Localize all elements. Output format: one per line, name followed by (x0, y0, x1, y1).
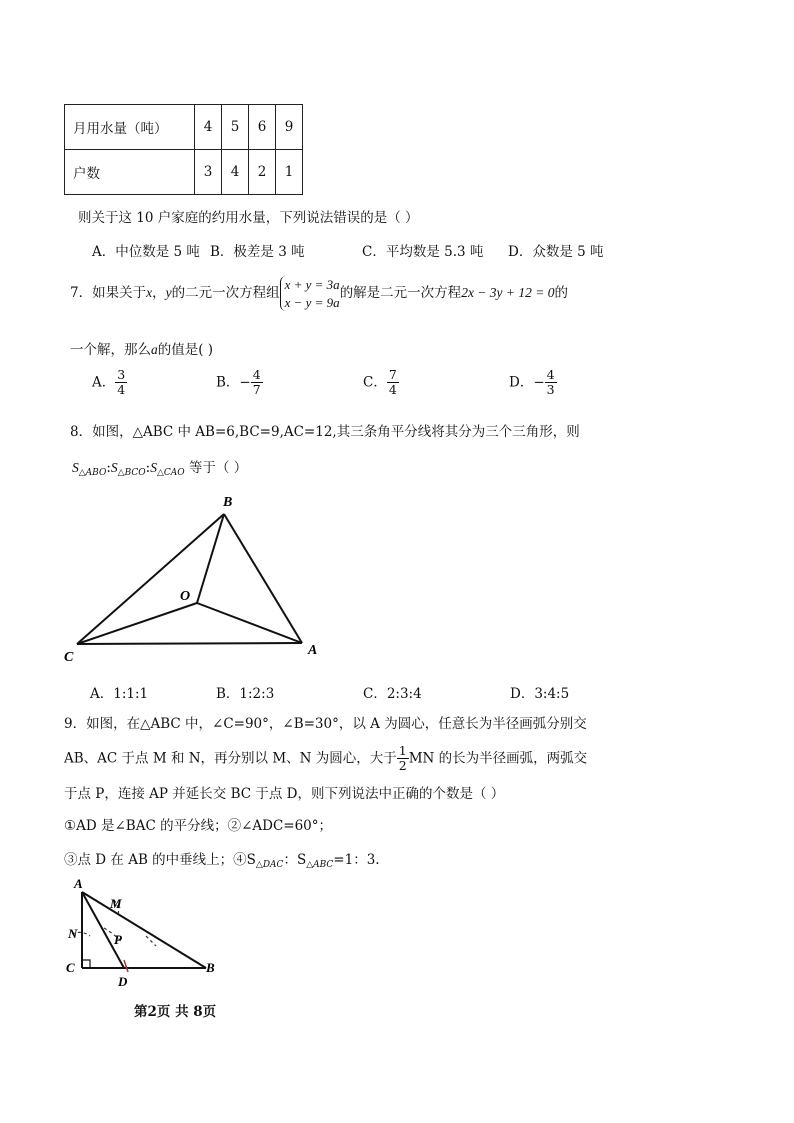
q7-stem (70, 276, 568, 311)
q9-line5-mid: ：S (283, 852, 307, 868)
q9-line4: ①AD 是∠BAC 的平分线；②∠ADC=60°； (64, 818, 333, 834)
area-symbol: S (150, 460, 157, 475)
q9-line2-pre: AB、AC 于点 M 和 N，再分别以 M、N 为圆心，大于 (64, 750, 397, 767)
q9-line1: 9．如图，在△ABC 中，∠C=90°，∠B=30°，以 A 为圆心，任意长为半径画弧分别交 (64, 716, 587, 732)
q7-eq2: x − y = 9a (284, 294, 340, 310)
area-subscript: △BCO (117, 468, 146, 478)
fraction (397, 744, 409, 774)
q7-var-a: a (151, 342, 158, 357)
denominator: 7 (252, 382, 261, 398)
side-ba (224, 514, 302, 643)
q8-option-a: A．1:1:1 (90, 686, 149, 702)
q7-equation-system (280, 276, 340, 311)
q8-stem: 8．如图，△ABC 中 AB=6,BC=9,AC=12,其三条角平分线将其分为三个三角形，则 (70, 424, 580, 440)
numerator: 1 (398, 743, 407, 758)
label-b: B (206, 960, 215, 975)
side-ab (82, 892, 206, 968)
q9-triangle-figure (60, 872, 230, 992)
q7-equation: 2x − 3y + 12 = 0 (461, 285, 555, 301)
bisector-ao (197, 603, 302, 643)
q7-line2-pre: 一个解，那么 (70, 342, 151, 358)
q7-text-mid: 的二元一次方程组 (171, 285, 280, 302)
q8-triangle-figure (60, 490, 330, 665)
q6-option-b: B．极差是 3 吨 (210, 244, 305, 260)
label-d: D (118, 974, 128, 989)
numerator: 3 (117, 367, 126, 382)
area-symbol: S (72, 460, 79, 475)
minus-sign: − (533, 374, 545, 391)
bisector-co (77, 603, 197, 644)
q8-tail: 等于（ ） (184, 460, 248, 476)
label-n: N (68, 926, 78, 941)
q9-line2 (64, 744, 587, 774)
bisector-bo (197, 514, 224, 603)
table-cell: 9 (276, 105, 303, 150)
label-b: B (223, 495, 233, 510)
q8-option-b: B．1:2:3 (216, 686, 275, 702)
label-c: C (66, 960, 75, 975)
table-cell: 月用水量（吨） (65, 105, 195, 150)
ratio-colon: : (106, 460, 111, 476)
q7-option-c-label: C． (363, 374, 387, 391)
side-ca (77, 643, 302, 644)
q7-option-d-label: D． (509, 374, 534, 391)
table-cell: 3 (195, 150, 222, 195)
q7-line2 (70, 338, 213, 358)
q7-option-b (216, 368, 263, 398)
label-p: P (114, 932, 122, 947)
q7-option-a-label: A． (92, 374, 116, 391)
denominator: 3 (546, 382, 555, 398)
table-cell: 6 (249, 105, 276, 150)
water-usage-table (64, 104, 303, 195)
area-subscript: △ABO (78, 468, 107, 478)
q7-sep: ， (152, 285, 166, 302)
arc-d (124, 960, 128, 972)
q7-option-d (509, 368, 557, 398)
table-cell: 5 (222, 105, 249, 150)
label-m: M (110, 896, 122, 911)
label-c: C (64, 650, 74, 665)
q7-var-y: y (165, 285, 172, 301)
label-a: A (308, 643, 318, 658)
q6-option-d: D．众数是 5 吨 (508, 244, 604, 260)
q8-area-ratio (72, 456, 247, 478)
area-symbol: S (110, 460, 118, 475)
area-subscript: △ABC (306, 860, 334, 870)
fraction (545, 368, 557, 398)
q7-var-x: x (146, 285, 153, 301)
area-subscript: △CAO (156, 468, 185, 478)
q8-option-d: D．3:4:5 (510, 686, 570, 702)
numerator: 7 (388, 367, 397, 382)
q6-stem: 则关于这 10 户家庭的约用水量，下列说法错误的是（ ） (78, 210, 419, 226)
q9-line3: 于点 P，连接 AP 并延长交 BC 于点 D，则下列说法中正确的个数是（ ） (64, 786, 505, 802)
denominator: 4 (117, 382, 126, 398)
q7-text-pre: 7．如果关于 (70, 285, 147, 302)
table-row (65, 105, 303, 150)
denominator: 2 (398, 758, 407, 774)
page-footer: 第2页 共 8页 (134, 1004, 217, 1020)
denominator: 4 (388, 382, 397, 398)
table-cell: 2 (249, 150, 276, 195)
q7-option-c (363, 368, 399, 398)
table-cell: 户数 (65, 150, 195, 195)
label-a: A (74, 876, 83, 891)
q7-text-post2: 的 (554, 285, 569, 302)
table-cell: 4 (195, 105, 222, 150)
right-angle-mark (82, 960, 90, 968)
q9-line5-post: =1：3. (333, 852, 380, 868)
q8-option-c: C．2:3:4 (363, 686, 422, 702)
q6-option-a: A．中位数是 5 吨 (92, 244, 200, 260)
q7-option-b-label: B． (216, 374, 240, 391)
fraction (387, 368, 399, 398)
area-subscript: △DAC (255, 860, 284, 870)
q7-option-a (92, 368, 127, 398)
q9-line2-post: MN 的长为半径画弧，两弧交 (408, 750, 588, 767)
q7-eq1: x + y = 3a (284, 277, 340, 292)
side-bc (77, 514, 224, 644)
fraction (251, 368, 263, 398)
minus-sign: − (239, 374, 251, 391)
q7-text-post: 的解是二元一次方程 (339, 285, 462, 302)
table-cell: 1 (276, 150, 303, 195)
q9-line5-pre: ③点 D 在 AB 的中垂线上；④S (64, 852, 256, 868)
table-row (65, 150, 303, 195)
q7-line2-post: 的值是( ) (157, 342, 214, 358)
numerator: 4 (252, 367, 261, 382)
table-cell: 4 (222, 150, 249, 195)
fraction (115, 368, 127, 398)
q6-option-c: C．平均数是 5.3 吨 (362, 244, 484, 260)
ratio-colon: : (145, 460, 151, 476)
label-o: O (180, 589, 191, 604)
q9-line5 (64, 848, 380, 870)
numerator: 4 (546, 367, 555, 382)
